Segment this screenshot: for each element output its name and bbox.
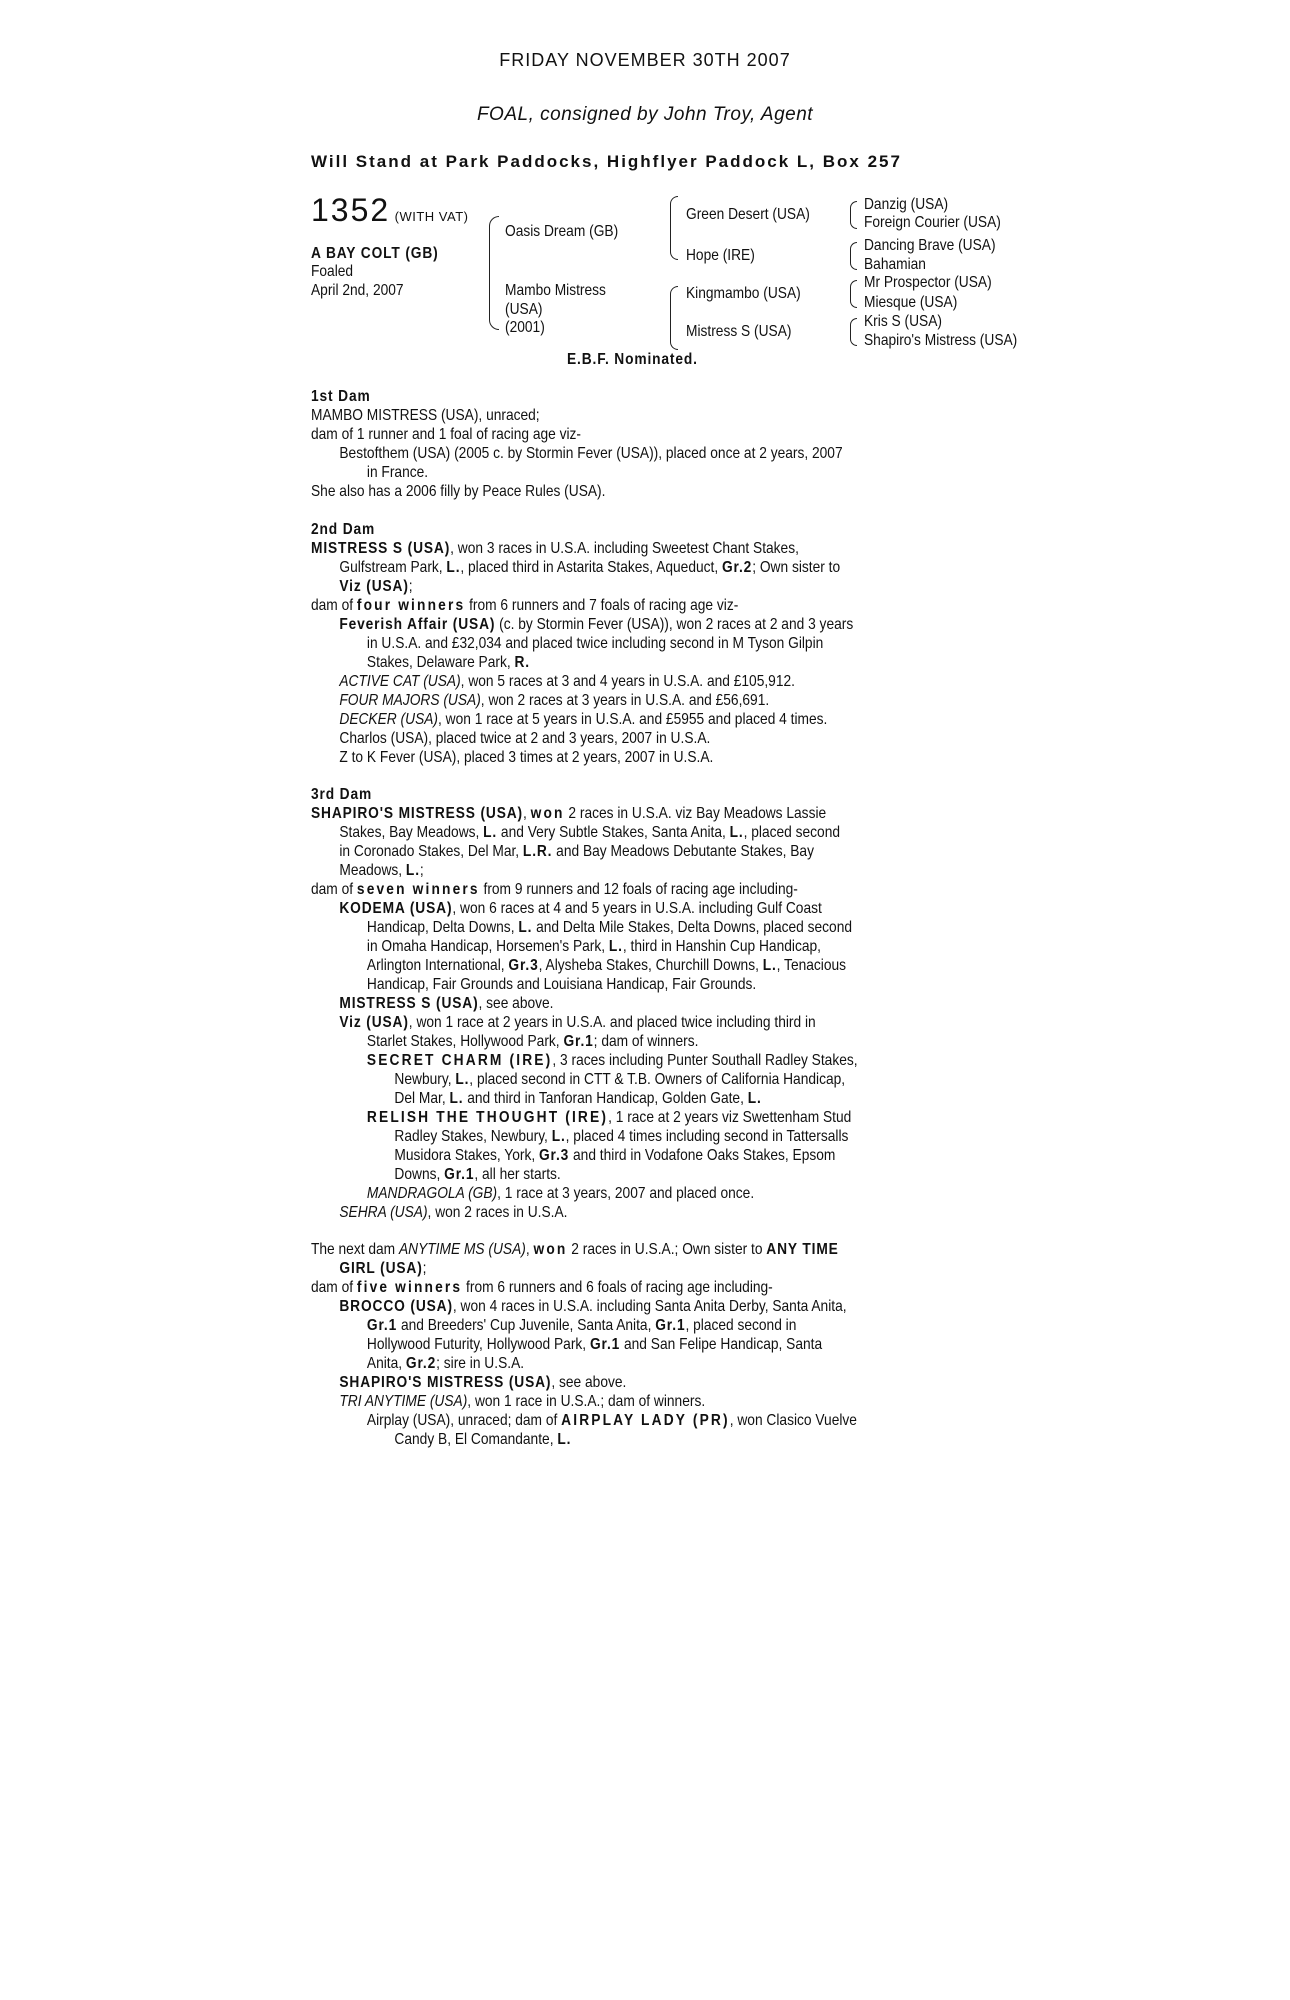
text-line	[311, 1070, 965, 1089]
text-line	[311, 653, 965, 672]
grade: L.	[608, 938, 623, 955]
grade: Gr.1	[655, 1317, 686, 1334]
text-line	[311, 691, 965, 710]
text-line	[311, 1165, 965, 1184]
foaled-date: April 2nd, 2007	[311, 282, 404, 299]
pedigree-ssd: Foreign Courier (USA)	[864, 214, 1001, 231]
horse-name: Feverish Affair (USA)	[339, 616, 496, 633]
text: , won 1 race at 5 years in U.S.A. and £5955 and placed 4 times.	[438, 711, 828, 728]
text: Airplay (USA), unraced; dam of	[366, 1412, 562, 1429]
text: , won Clasico Vuelve	[729, 1412, 857, 1429]
text: Del Mar,	[394, 1090, 450, 1107]
pedigree-sire: Oasis Dream (GB)	[505, 223, 619, 240]
grade: L.	[518, 919, 533, 936]
text: , won 3 races in U.S.A. including Sweetest Chant Stakes,	[450, 540, 799, 557]
pedigree-brace-sd	[850, 242, 857, 270]
text-line	[311, 842, 965, 861]
text: ,	[522, 805, 531, 822]
pedigree-dds: Kris S (USA)	[864, 313, 942, 330]
consignment-line: FOAL, consigned by John Troy, Agent	[476, 104, 814, 125]
horse-name: KODEMA (USA)	[339, 900, 453, 917]
text-line	[311, 615, 965, 634]
text-line: in France.	[366, 464, 429, 481]
text-line	[311, 1127, 965, 1146]
text: , placed second	[743, 824, 840, 841]
section-heading: 1st Dam	[311, 388, 371, 405]
text: and Delta Mile Stakes, Delta Downs, placed second	[532, 919, 852, 936]
text: from 6 runners and 7 foals of racing age viz-	[465, 597, 739, 614]
text-line	[311, 1259, 965, 1278]
text: won	[530, 805, 565, 822]
grade: L.	[551, 1128, 566, 1145]
grade: Gr.1	[563, 1033, 594, 1050]
grade: L.	[455, 1071, 470, 1088]
grade: L.	[557, 1431, 572, 1448]
grade: L.	[747, 1090, 762, 1107]
text-line	[311, 956, 965, 975]
horse-name: Viz (USA)	[339, 578, 409, 595]
text: , won 1 race at 2 years in U.S.A. and placed twice including third in	[408, 1014, 816, 1031]
horse-name: DECKER (USA)	[339, 711, 439, 728]
text: , placed 4 times including second in Tattersalls	[565, 1128, 849, 1145]
text-line	[311, 1013, 965, 1032]
text-line: in U.S.A. and £32,034 and placed twice including second in M Tyson Gilpin	[366, 635, 824, 652]
text-line	[311, 1203, 965, 1222]
text-line	[311, 1411, 965, 1430]
text: Hollywood Futurity, Hollywood Park,	[366, 1336, 590, 1353]
grade: L.	[449, 1090, 464, 1107]
grade: Gr.1	[444, 1166, 475, 1183]
horse-name: TRI ANYTIME (USA)	[339, 1393, 468, 1410]
text: The next dam	[311, 1241, 399, 1258]
text: , won 4 races in U.S.A. including Santa Anita Derby, Santa Anita,	[452, 1298, 847, 1315]
pedigree-sire-dam: Hope (IRE)	[686, 247, 755, 264]
horse-name: SEHRA (USA)	[339, 1204, 428, 1221]
text-line	[311, 596, 965, 615]
grade: Gr.1	[589, 1336, 621, 1353]
stand-location: Will Stand at Park Paddocks, Highflyer Paddock L, Box 257	[311, 152, 902, 171]
text: Candy B, El Comandante,	[394, 1431, 558, 1448]
text: ,	[525, 1241, 534, 1258]
pedigree-sds: Dancing Brave (USA)	[864, 237, 996, 254]
text-line	[311, 937, 965, 956]
text: and Very Subtle Stakes, Santa Anita,	[497, 824, 730, 841]
lot-header	[311, 192, 468, 229]
next-dam-section	[311, 1240, 1071, 1449]
text: Stakes, Delaware Park,	[366, 654, 515, 671]
text: Anita,	[366, 1355, 406, 1372]
text-line: dam of 1 runner and 1 foal of racing age viz-	[311, 426, 582, 443]
horse-name: ANYTIME MS (USA)	[398, 1241, 526, 1258]
grade: Gr.3	[508, 957, 539, 974]
text-line	[311, 672, 965, 691]
horse-name: MANDRAGOLA (GB)	[366, 1185, 498, 1202]
text: , placed second in CTT & T.B. Owners of California Handicap,	[469, 1071, 846, 1088]
text-line	[311, 539, 965, 558]
grade: L.R.	[522, 843, 553, 860]
text-line	[311, 1373, 965, 1392]
text: in Coronado Stakes, Del Mar,	[339, 843, 523, 860]
pedigree-dam-line1: Mambo Mistress	[505, 282, 606, 299]
vat-note: (WITH VAT)	[394, 209, 469, 224]
text-line	[311, 1146, 965, 1165]
text-line	[311, 918, 965, 937]
text: dam of	[311, 597, 357, 614]
text: from 9 runners and 12 foals of racing age including-	[479, 881, 798, 898]
sale-date: FRIDAY NOVEMBER 30TH 2007	[499, 50, 791, 70]
grade: Gr.1	[366, 1317, 398, 1334]
horse-name: SECRET CHARM (IRE)	[366, 1052, 553, 1069]
text: , see above.	[551, 1374, 627, 1391]
pedigree-brace-ds	[850, 280, 857, 308]
text-line	[311, 1032, 965, 1051]
pedigree-brace-main	[489, 216, 499, 330]
text: dam of	[311, 881, 357, 898]
pedigree-brace-sire	[670, 196, 678, 260]
text: ;	[408, 578, 413, 595]
text: Meadows,	[339, 862, 406, 879]
grade: Gr.2	[405, 1355, 437, 1372]
text-line	[311, 1089, 965, 1108]
text: , placed second in	[685, 1317, 797, 1334]
text-line	[311, 1297, 965, 1316]
grade: Gr.2	[721, 559, 753, 576]
pedigree-brace-dd	[850, 318, 857, 346]
text-line	[311, 577, 965, 596]
text: (c. by Stormin Fever (USA)), won 2 races at 2 and 3 years	[495, 616, 854, 633]
text-line	[311, 880, 965, 899]
pedigree-sdd: Bahamian	[864, 256, 926, 273]
text: won	[533, 1241, 568, 1258]
text-line	[311, 1316, 965, 1335]
text-line	[311, 710, 965, 729]
text-line	[311, 1051, 965, 1070]
text: in Omaha Handicap, Horsemen's Park,	[366, 938, 609, 955]
text-line: MAMBO MISTRESS (USA), unraced;	[311, 407, 540, 424]
horse-name: ANY TIME	[766, 1241, 839, 1258]
nomination-note: E.B.F. Nominated.	[567, 351, 698, 368]
pedigree-dam-sire: Kingmambo (USA)	[686, 285, 801, 302]
pedigree-dam-dam: Mistress S (USA)	[686, 323, 792, 340]
text-line	[311, 994, 965, 1013]
text-line	[311, 1278, 965, 1297]
text: , won 2 races at 3 years in U.S.A. and £56,691.	[480, 692, 770, 709]
text: ; dam of winners.	[593, 1033, 699, 1050]
text: and third in Vodafone Oaks Stakes, Epsom	[569, 1147, 836, 1164]
text-line	[311, 1392, 965, 1411]
grade: L.	[405, 862, 420, 879]
section-heading: 3rd Dam	[311, 786, 373, 803]
winners-count: seven winners	[356, 881, 480, 898]
text-line	[311, 1240, 965, 1259]
text: Arlington International,	[366, 957, 509, 974]
text: , see above.	[478, 995, 554, 1012]
horse-name: AIRPLAY LADY (PR)	[561, 1412, 730, 1429]
text: , all her starts.	[474, 1166, 561, 1183]
text: and third in Tanforan Handicap, Golden Gate,	[463, 1090, 748, 1107]
text: , 1 race at 3 years, 2007 and placed once.	[497, 1185, 755, 1202]
text-line	[311, 1184, 965, 1203]
section-heading: 2nd Dam	[311, 521, 376, 538]
grade: L.	[446, 559, 461, 576]
text-line	[311, 1335, 965, 1354]
winners-count: four winners	[356, 597, 466, 614]
horse-name: SHAPIRO'S MISTRESS (USA)	[311, 805, 523, 822]
text-line	[311, 558, 965, 577]
horse-name: MISTRESS S (USA)	[339, 995, 479, 1012]
text-line	[311, 1430, 965, 1449]
grade: R.	[514, 654, 530, 671]
pedigree-ddd: Shapiro's Mistress (USA)	[864, 332, 1018, 349]
text-line	[311, 861, 965, 880]
text: , third in Hanshin Cup Handicap,	[622, 938, 821, 955]
horse-name: SHAPIRO'S MISTRESS (USA)	[339, 1374, 552, 1391]
pedigree-brace-ss	[850, 201, 857, 229]
text: ; sire in U.S.A.	[436, 1355, 525, 1372]
horse-name: GIRL (USA)	[339, 1260, 423, 1277]
text: Starlet Stakes, Hollywood Park,	[366, 1033, 564, 1050]
lot-number: 1352	[311, 192, 391, 228]
horse-name: RELISH THE THOUGHT (IRE)	[366, 1109, 609, 1126]
text: , 3 races including Punter Southall Radley Stakes,	[552, 1052, 858, 1069]
text-line	[311, 804, 965, 823]
text: dam of	[311, 1279, 357, 1296]
winners-count: five winners	[356, 1279, 463, 1296]
text-line	[311, 823, 965, 842]
text-line: Bestofthem (USA) (2005 c. by Stormin Fever (USA)), placed once at 2 years, 2007	[339, 445, 843, 462]
pedigree-dss: Mr Prospector (USA)	[864, 274, 992, 291]
pedigree-sss: Danzig (USA)	[864, 196, 949, 213]
text-line: She also has a 2006 filly by Peace Rules (USA).	[311, 483, 606, 500]
text: Radley Stakes, Newbury,	[394, 1128, 552, 1145]
text: Stakes, Bay Meadows,	[339, 824, 484, 841]
text: , 1 race at 2 years viz Swettenham Stud	[608, 1109, 852, 1126]
text: and Bay Meadows Debutante Stakes, Bay	[552, 843, 814, 860]
text-line: Handicap, Fair Grounds and Louisiana Handicap, Fair Grounds.	[366, 976, 757, 993]
text-line: Charlos (USA), placed twice at 2 and 3 years, 2007 in U.S.A.	[339, 730, 711, 747]
text: and San Felipe Handicap, Santa	[620, 1336, 823, 1353]
text: , won 5 races at 3 and 4 years in U.S.A. and £105,912.	[460, 673, 795, 690]
text: 2 races in U.S.A.; Own sister to	[567, 1241, 767, 1258]
grade: L.	[762, 957, 777, 974]
text: , won 2 races in U.S.A.	[427, 1204, 568, 1221]
text: Downs,	[394, 1166, 445, 1183]
text: from 6 runners and 6 foals of racing age including-	[462, 1279, 773, 1296]
pedigree-sire-sire: Green Desert (USA)	[686, 206, 810, 223]
text: , Alysheba Stakes, Churchill Downs,	[538, 957, 763, 974]
first-dam-section	[311, 387, 1071, 501]
text: Musidora Stakes, York,	[394, 1147, 539, 1164]
pedigree-dam-line2: (USA)	[505, 301, 543, 318]
grade: L.	[729, 824, 744, 841]
lot-description: A BAY COLT (GB)	[311, 245, 439, 262]
text: ; Own sister to	[752, 559, 841, 576]
text: , won 1 race in U.S.A.; dam of winners.	[467, 1393, 706, 1410]
horse-name: MISTRESS S (USA)	[311, 540, 451, 557]
foaled-label: Foaled	[311, 263, 354, 280]
text: , placed third in Astarita Stakes, Aqueduct,	[460, 559, 722, 576]
horse-name: Viz (USA)	[339, 1014, 409, 1031]
text: Newbury,	[394, 1071, 456, 1088]
pedigree-brace-dam	[670, 286, 678, 350]
third-dam-section	[311, 785, 1071, 1222]
grade: L.	[483, 824, 498, 841]
second-dam-section	[311, 520, 1071, 767]
horse-name: BROCCO (USA)	[339, 1298, 453, 1315]
text-line	[311, 1354, 965, 1373]
text: ;	[422, 1260, 427, 1277]
horse-name: ACTIVE CAT (USA)	[339, 673, 461, 690]
text: Handicap, Delta Downs,	[366, 919, 519, 936]
text-line	[311, 899, 965, 918]
text: ;	[419, 862, 424, 879]
pedigree-dam-line3: (2001)	[505, 319, 545, 336]
text: Gulfstream Park,	[339, 559, 447, 576]
horse-name: FOUR MAJORS (USA)	[339, 692, 481, 709]
text: and Breeders' Cup Juvenile, Santa Anita,	[397, 1317, 656, 1334]
pedigree-dsd: Miesque (USA)	[864, 294, 958, 311]
text: , won 6 races at 4 and 5 years in U.S.A. including Gulf Coast	[452, 900, 822, 917]
grade: Gr.3	[538, 1147, 570, 1164]
text: , Tenacious	[776, 957, 847, 974]
text: 2 races in U.S.A. viz Bay Meadows Lassie	[564, 805, 827, 822]
text-line	[311, 1108, 965, 1127]
text-line: Z to K Fever (USA), placed 3 times at 2 years, 2007 in U.S.A.	[339, 749, 714, 766]
